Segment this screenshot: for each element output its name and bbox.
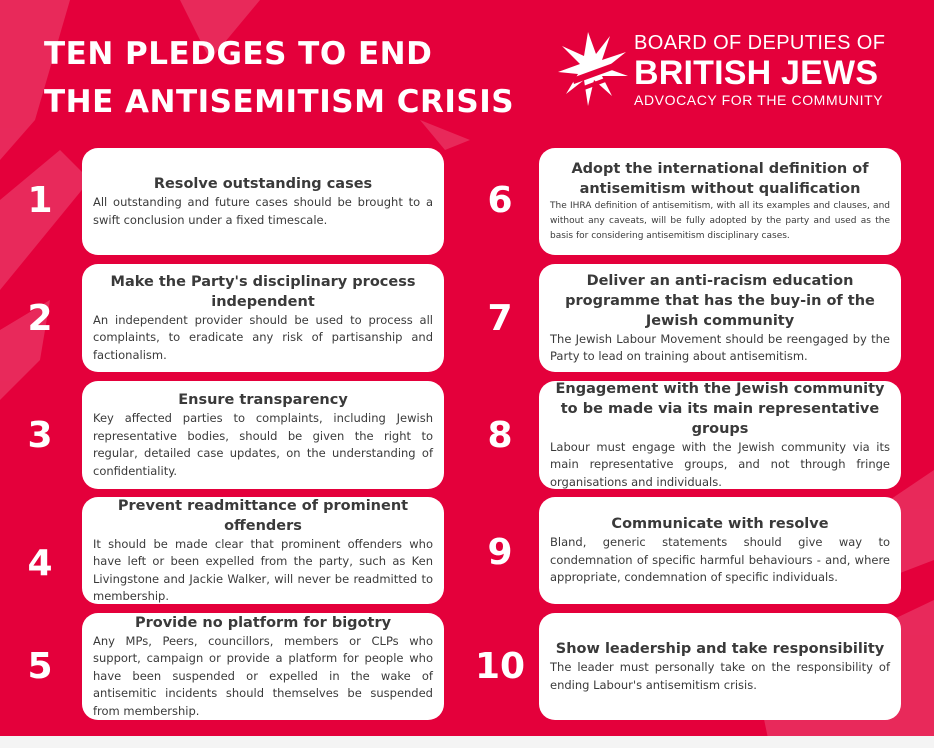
pledge-body-10: The leader must personally take on the responsibility of ending Labour's antisemitism crisis. [550,660,890,692]
pledge-number-6: 6 [487,180,513,221]
page-title-line-2: THE ANTISEMITISM CRISIS [44,84,515,120]
pledge-title-10: Show leadership and take responsibility [555,641,885,657]
logo-line-3: ADVOCACY FOR THE COMMUNITY [634,92,884,108]
pledge-number-4: 4 [27,543,53,584]
pledge-card-3 [82,381,444,489]
pledge-title-9: Communicate with resolve [611,516,829,533]
pledge-body-3: Key affected parties to complaints, including Jewish representative bodies, should be given the right to regular, detailed case updates, on the understanding of confidentiality. [93,411,433,478]
pledge-card-10 [539,613,901,720]
logo-line-1: BOARD OF DEPUTIES OF [634,32,886,54]
pledge-number-1: 1 [27,180,53,221]
pledge-number-8: 8 [487,415,513,456]
pledge-body-9: Bland, generic statements should give way to condemnation of specific harmful behaviours - and, where appropriate, condemnation of specific individuals. [550,535,890,585]
bottom-edge-strip [0,736,934,748]
pledge-title-2: Make the Party's disciplinary process independent [110,273,416,310]
pledge-card-8 [539,381,901,489]
pledge-title-5: Provide no platform for bigotry [134,614,392,631]
page-title-line-1: TEN PLEDGES TO END [44,36,433,72]
pledge-title-1: Resolve outstanding cases [153,176,373,192]
pledge-card-1 [82,148,444,255]
page-title [44,30,514,126]
pledge-title-3: Ensure transparency [178,392,348,408]
pledge-body-5: Any MPs, Peers, councillors, members or CLPs who support, campaign or provide a platform for people who have been suspended or expelled in the wake of antisemitic incidents should themselves be suspended from membership. [93,633,433,718]
pledge-number-2: 2 [27,298,53,339]
pledge-number-9: 9 [487,532,513,573]
pledge-number-3: 3 [27,415,53,456]
pledge-body-4: It should be made clear that prominent offenders who have left or been expelled from the party, such as Ken Livingstone and Jackie Walker, will never be readmitted to membership. [93,536,433,603]
pledge-body-6: The IHRA definition of antisemitism, with all its examples and clauses, and without any caveats, will be fully adopted by the party and used as the basis for considering antisemitism disciplinary cases. [550,201,890,241]
pledge-title-6: Adopt the international definition of antisemitism without qualification [571,161,869,197]
pledge-card-4 [82,497,444,604]
pledge-card-7 [539,264,901,372]
pledge-card-2 [82,264,444,372]
board-of-deputies-logo [558,30,898,114]
logo-line-2: BRITISH JEWS [634,54,879,92]
pledge-body-2: An independent provider should be used to process all complaints, to eradicate any risk of partisanship and factionalism. [93,312,433,362]
pledge-title-7: Deliver an anti-racism education programme that has the buy-in of the Jewish community [565,272,875,329]
pledge-card-5 [82,613,444,720]
pledge-title-8: Engagement with the Jewish community to be made via its main representative groups [555,381,885,437]
pledge-body-7: The Jewish Labour Movement should be reengaged by the Party to lead on training about antisemitism. [550,331,890,363]
pledge-title-4: Prevent readmittance of prominent offenders [117,497,409,534]
board-of-deputies-emblem-icon [558,32,628,106]
pledge-body-1: All outstanding and future cases should be brought to a swift conclusion under a fixed timescale. [93,195,433,227]
pledge-number-5: 5 [27,646,53,687]
pledge-number-10: 10 [474,646,526,687]
pledge-body-8: Labour must engage with the Jewish community via its main representative groups, and not through fringe organisations and individuals. [550,439,890,489]
pledge-number-7: 7 [487,298,513,339]
pledge-card-9 [539,497,901,604]
pledge-card-6 [539,148,901,255]
